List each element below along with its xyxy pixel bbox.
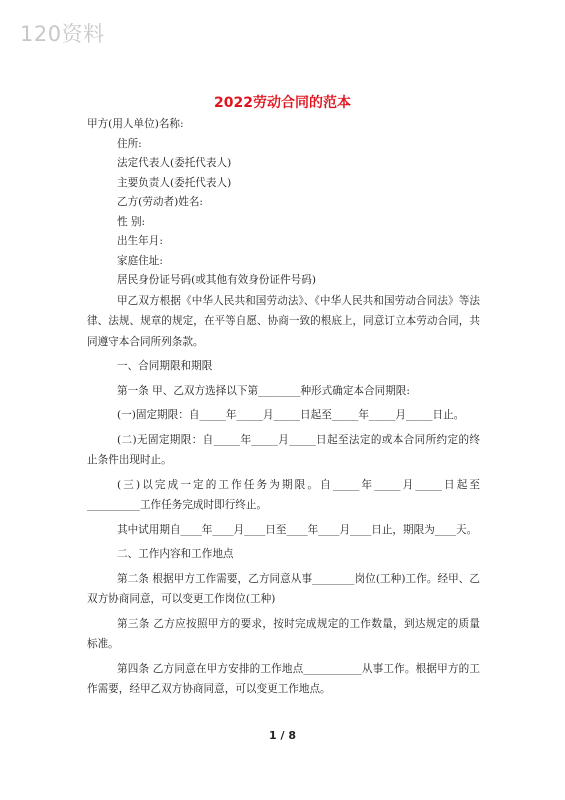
home-address-line: 家庭住址: [117,254,163,267]
watermark: 120资料 [20,22,105,46]
preamble-paragraph: 甲乙双方根据《中华人民共和国劳动法》、《中华人民共和国劳动合同法》等法律、法规、规章的规定，在平等自愿、协商一致的根底上，同意订立本劳动合同，共同遵守本合同所列条款。 [87,294,480,348]
party-b-name-line: 乙方(劳动者)姓名: [117,196,203,208]
address-line: 住所: [117,137,142,150]
page-number: 1 / 8 [269,729,296,742]
principal-line: 主要负责人(委托代表人) [117,176,232,189]
article-3-paragraph: 第三条 乙方应按照甲方的要求，按时完成规定的工作数量，到达规定的质量标准。 [87,617,480,650]
probation-paragraph: 其中试用期自____年____月____日至____年____月____日止，期限为____天。 [117,523,478,536]
gender-line: 性 别: [117,215,146,228]
id-number-line: 居民身份证号码(或其他有效身份证件号码) [117,274,316,286]
section-heading-work: 二、工作内容和工作地点 [117,548,234,560]
fixed-term-paragraph: (一)固定期限：自_____年_____月_____日起至_____年_____月_____日止。 [117,409,465,421]
task-term-paragraph: (三)以完成一定的工作任务为期限。自_____年_____月_____日起至__________工作任务完成时即行终止。 [87,478,480,511]
open-term-paragraph: (二)无固定期限：自_____年_____月_____日起至法定的或本合同所约定的终止条件出现时止。 [87,433,480,466]
legal-representative-line: 法定代表人(委托代表人) [117,157,232,169]
birth-date-line: 出生年月: [117,235,163,247]
document-title: 2022劳动合同的范本 [214,95,351,111]
party-a-name-line: 甲方(用人单位)名称: [87,118,184,130]
article-1-paragraph: 第一条 甲、乙双方选择以下第________种形式确定本合同期限: [117,384,410,397]
article-4-paragraph: 第四条 乙方同意在甲方安排的工作地点___________从事工作。根据甲方的工作需要，经甲乙双方协商同意，可以变更工作地点。 [87,662,480,695]
document-body [87,115,480,700]
section-heading-term: 一、合同期限和期限 [117,360,213,372]
article-2-paragraph: 第二条 根据甲方工作需要，乙方同意从事________岗位(工种)工作。经甲、乙双方协商同意，可以变更工作岗位(工种) [87,572,480,605]
